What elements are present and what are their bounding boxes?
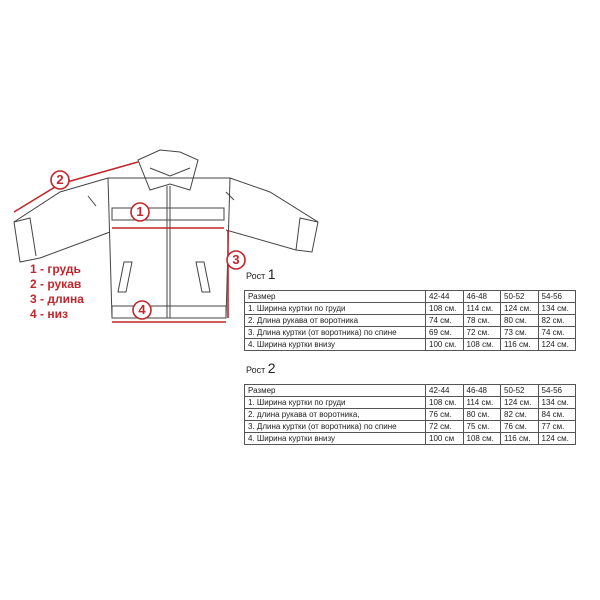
table-cell: 76 см.	[426, 409, 464, 421]
table-cell: 75 см.	[463, 421, 501, 433]
rost-1-number: 1	[267, 266, 276, 282]
legend-item-hem: 4 - низ	[30, 307, 68, 321]
table-cell: 82 см.	[501, 409, 539, 421]
table-cell: 4. Ширина куртки внизу	[245, 433, 426, 445]
table-row	[245, 315, 576, 327]
diagram-number-1: 1	[136, 204, 144, 219]
table-cell: 4. Ширина куртки внизу	[245, 339, 426, 351]
table-cell: 124 см.	[501, 303, 539, 315]
table-cell: 3. Длина куртки (от воротника) по спине	[245, 327, 426, 339]
table-row	[245, 339, 576, 351]
table-cell: 54-56	[538, 291, 576, 303]
legend-item-length: 3 - длина	[30, 292, 84, 306]
table-cell: 72 см.	[426, 421, 464, 433]
table-cell: 116 см.	[501, 433, 539, 445]
diagram-number-4: 4	[138, 302, 146, 317]
legend-item-sleeve: 2 - рукав	[30, 277, 82, 291]
size-table-rost-1	[244, 290, 576, 351]
table-cell: 108 см.	[463, 433, 501, 445]
table-cell: 100 см.	[426, 339, 464, 351]
table-cell: 84 см.	[538, 409, 576, 421]
table-cell: 3. Длина куртки (от воротника) по спине	[245, 421, 426, 433]
table-cell: 108 см.	[463, 339, 501, 351]
chest-band	[112, 208, 224, 220]
measurement-legend	[30, 262, 84, 322]
table-cell: 124 см.	[538, 433, 576, 445]
diagram-number-2: 2	[56, 172, 64, 187]
table-cell: 80 см.	[501, 315, 539, 327]
hem-band	[112, 306, 226, 318]
right-pocket	[196, 262, 210, 292]
table-cell: 69 см.	[426, 327, 464, 339]
table-cell: 108 см.	[426, 303, 464, 315]
left-pocket	[118, 262, 132, 292]
table-cell: 134 см.	[538, 397, 576, 409]
table-row	[245, 327, 576, 339]
table-cell: 73 см.	[501, 327, 539, 339]
table-cell: 116 см.	[501, 339, 539, 351]
right-sleeve-outline	[226, 178, 318, 252]
table-cell: Размер	[245, 291, 426, 303]
table-cell: 72 см.	[463, 327, 501, 339]
table-cell: 42-44	[426, 291, 464, 303]
rost-2-heading	[246, 360, 276, 376]
collar-outline	[138, 150, 198, 190]
table-row	[245, 291, 576, 303]
table-cell: 46-48	[463, 385, 501, 397]
table-cell: 134 см.	[538, 303, 576, 315]
table-cell: 42-44	[426, 385, 464, 397]
table-cell: 1. Ширина куртки по груди	[245, 303, 426, 315]
table-row	[245, 303, 576, 315]
table-cell: 80 см.	[463, 409, 501, 421]
table-row	[245, 409, 576, 421]
size-table-rost-2	[244, 384, 576, 445]
table-cell: 50-52	[501, 385, 539, 397]
table-cell: 77 см.	[538, 421, 576, 433]
rost-1-heading	[246, 266, 276, 282]
table-cell: 100 см	[426, 433, 464, 445]
table-cell: Размер	[245, 385, 426, 397]
table-cell: 2. Длина рукава от воротника	[245, 315, 426, 327]
rost-2-label: Рост	[246, 365, 266, 375]
table-cell: 1. Ширина куртки по груди	[245, 397, 426, 409]
table-cell: 74 см.	[538, 327, 576, 339]
jacket-body-outline	[108, 178, 230, 318]
diagram-number-3: 3	[232, 252, 240, 267]
table-row	[245, 421, 576, 433]
table-cell: 108 см.	[426, 397, 464, 409]
table-cell: 54-56	[538, 385, 576, 397]
left-sleeve-outline	[14, 178, 110, 262]
rost-2-number: 2	[267, 360, 276, 376]
table-cell: 2. длина рукава от воротника,	[245, 409, 426, 421]
table-row	[245, 397, 576, 409]
table-row	[245, 433, 576, 445]
legend-item-chest: 1 - грудь	[30, 262, 81, 276]
table-cell: 124 см.	[538, 339, 576, 351]
table-cell: 114 см.	[463, 303, 501, 315]
table-row	[245, 385, 576, 397]
rost-1-label: Рост	[246, 271, 266, 281]
table-cell: 50-52	[501, 291, 539, 303]
table-cell: 114 см.	[463, 397, 501, 409]
table-cell: 82 см.	[538, 315, 576, 327]
table-cell: 76 см.	[501, 421, 539, 433]
table-cell: 46-48	[463, 291, 501, 303]
table-cell: 124 см.	[501, 397, 539, 409]
table-cell: 78 см.	[463, 315, 501, 327]
table-cell: 74 см.	[426, 315, 464, 327]
